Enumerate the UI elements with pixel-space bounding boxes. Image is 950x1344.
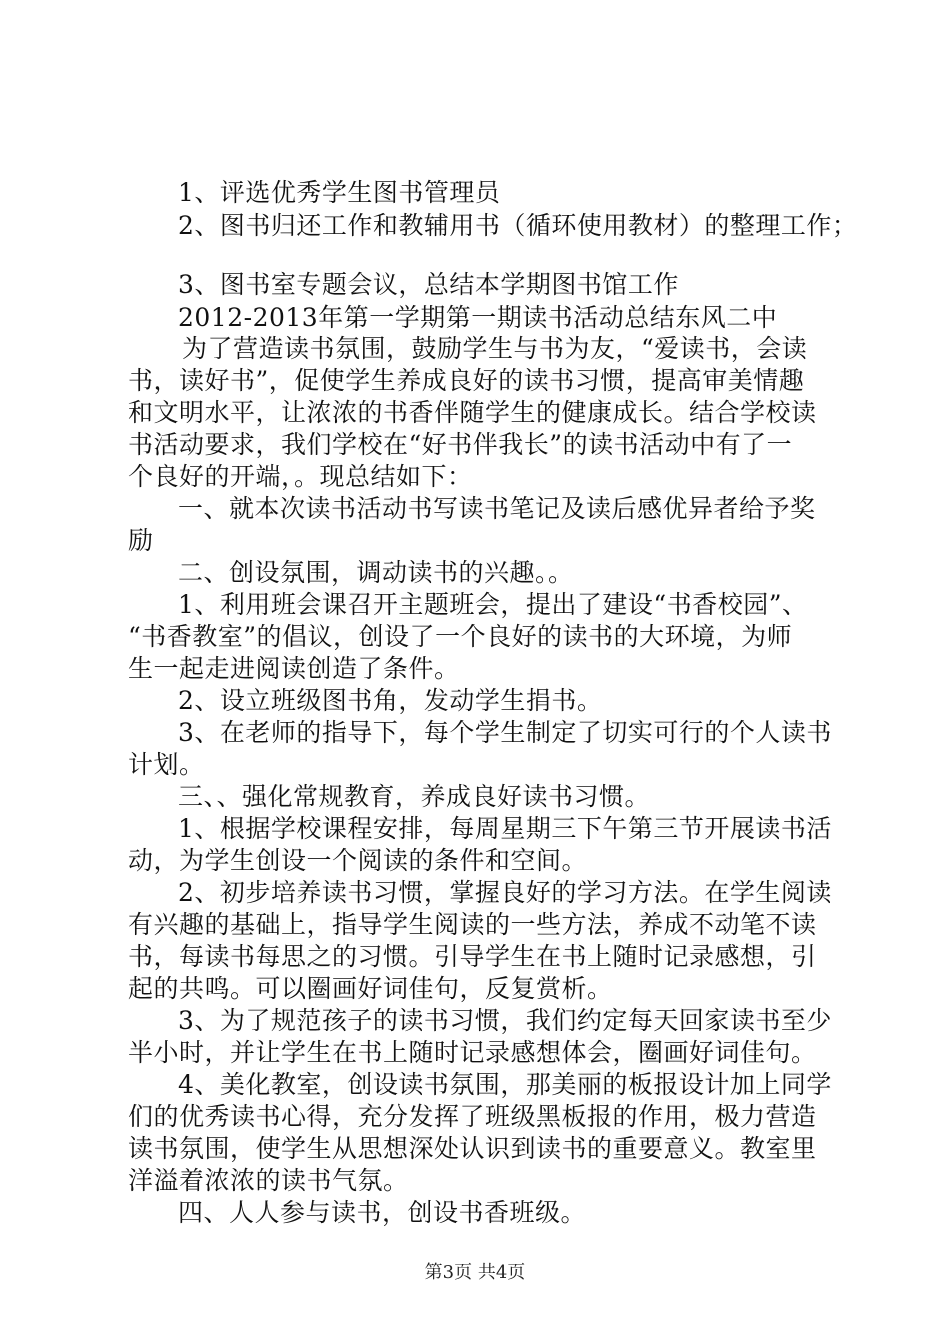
text-line: 洋溢着浓浓的读书气氛。: [128, 1166, 409, 1195]
text-line: 励: [128, 526, 154, 555]
text-line: “书香教室”的倡议，创设了一个良好的读书的大环境，为师: [128, 622, 793, 651]
text-line: 和文明水平，让浓浓的书香伴随学生的健康成长。结合学校读: [128, 398, 817, 427]
text-line: 一、就本次读书活动书写读书笔记及读后感优异者给予奖: [178, 494, 816, 523]
text-line: 半小时，并让学生在书上随时记录感想体会，圈画好词佳句。: [128, 1038, 817, 1067]
text-line: 二、创设氛围，调动读书的兴趣。。: [178, 558, 574, 587]
text-line: 书，读好书”，促使学生养成良好的读书习惯，提高审美情趣: [128, 366, 805, 395]
text-line: 书，每读书每思之的习惯。引导学生在书上随时记录感想，引: [128, 942, 817, 971]
text-line: 2、设立班级图书角，发动学生捐书。: [178, 686, 603, 715]
text-line: 1、评选优秀学生图书管理员: [178, 178, 501, 207]
text-line: 3、在老师的指导下，每个学生制定了切实可行的个人读书: [178, 718, 832, 747]
text-line: 个良好的开端，。现总结如下：: [128, 462, 473, 491]
text-line: 书活动要求，我们学校在“好书伴我长”的读书活动中有了一: [128, 430, 793, 459]
text-line: 有兴趣的基础上，指导学生阅读的一些方法，养成不动笔不读: [128, 910, 817, 939]
text-line: 2、图书归还工作和教辅用书（循环使用教材）的整理工作；: [178, 211, 858, 240]
text-line: 3、为了规范孩子的读书习惯，我们约定每天回家读书至少: [178, 1006, 832, 1035]
page-footer: 第3页 共4页: [424, 1262, 526, 1283]
text-line: 三、、强化常规教育，养成良好读书习惯。: [178, 782, 651, 811]
text-line: 四、人人参与读书，创设书香班级。: [178, 1198, 587, 1227]
text-line: 为了营造读书氛围，鼓励学生与书为友，“爱读书，会读: [182, 334, 808, 363]
text-line: 读书氛围，使学生从思想深处认识到读书的重要意义。教室里: [128, 1134, 817, 1163]
text-line: 4、美化教室，创设读书氛围，那美丽的板报设计加上同学: [178, 1070, 832, 1099]
text-line: 计划。: [128, 750, 205, 779]
text-line: 1、根据学校课程安排，每周星期三下午第三节开展读书活: [178, 814, 832, 843]
text-line: 们的优秀读书心得，充分发挥了班级黑板报的作用，极力营造: [128, 1102, 817, 1131]
text-line: 起的共鸣。可以圈画好词佳句，反复赏析。: [128, 974, 613, 1003]
text-line: 生一起走进阅读创造了条件。: [128, 654, 460, 683]
text-line: 2、初步培养读书习惯，掌握良好的学习方法。在学生阅读: [178, 878, 832, 907]
text-line: 1、利用班会课召开主题班会，提出了建设“书香校园”、: [178, 590, 808, 619]
text-line: 动，为学生创设一个阅读的条件和空间。: [128, 846, 588, 875]
text-line: 3、图书室专题会议，总结本学期图书馆工作: [178, 270, 679, 299]
text-line: 2012-2013年第一学期第一期读书活动总结东风二中: [178, 303, 778, 332]
